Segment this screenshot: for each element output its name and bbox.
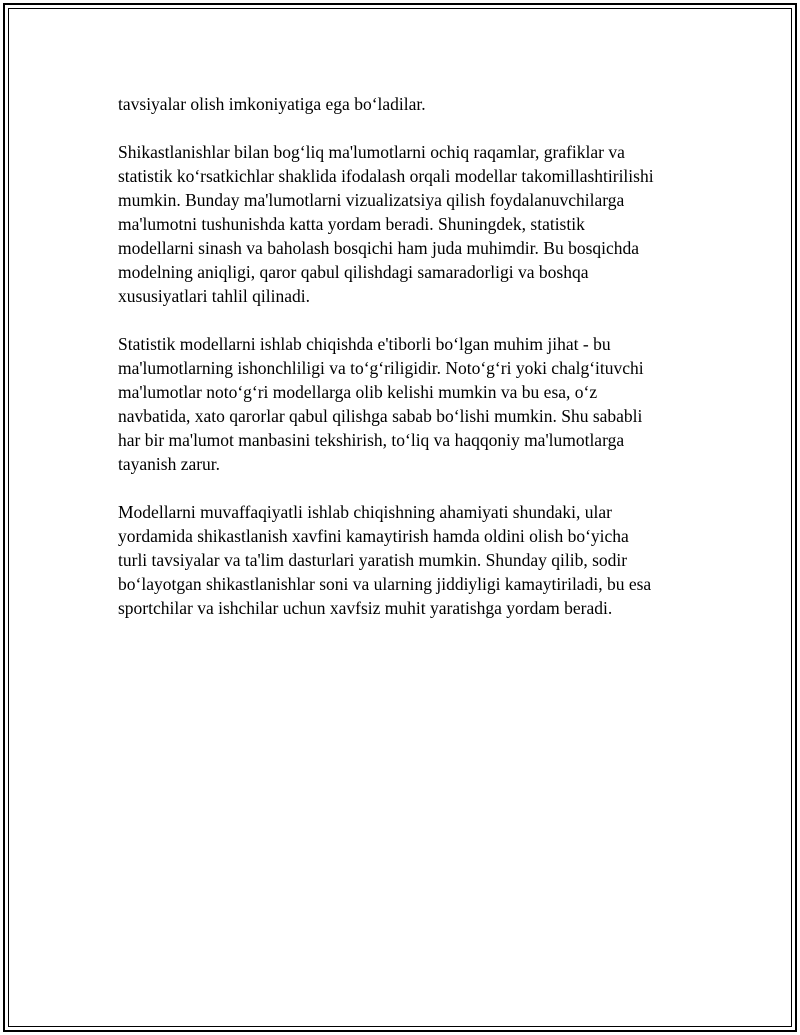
text-line: tayanish zarur.: [118, 454, 221, 474]
text-line: har bir ma'lumot manbasini tekshirish, to‘liq va haqqoniy ma'lumotlarga: [118, 430, 625, 450]
text-line: ma'lumotni tushunishda katta yordam beradi. Shuningdek, statistik: [118, 214, 585, 234]
text-line: ma'lumotlar noto‘g‘ri modellarga olib kelishi mumkin va bu esa, o‘z: [118, 382, 598, 402]
text-line: modelning aniqligi, qaror qabul qilishdagi samaradorligi va boshqa: [118, 262, 589, 282]
text-line: bo‘layotgan shikastlanishlar soni va ularning jiddiyligi kamaytiriladi, bu esa: [118, 574, 652, 594]
document-body: [118, 92, 698, 644]
text-line: Modellarni muvaffaqiyatli ishlab chiqishning ahamiyati shundaki, ular: [118, 502, 612, 522]
text-line: mumkin. Bunday ma'lumotlarni vizualizatsiya qilish foydalanuvchilarga: [118, 190, 625, 210]
text-line: sportchilar va ishchilar uchun xavfsiz muhit yaratishga yordam beradi.: [118, 598, 613, 618]
text-line: yordamida shikastlanish xavfini kamaytirish hamda oldini olish bo‘yicha: [118, 526, 629, 546]
paragraph-2: [118, 140, 698, 308]
text-line: turli tavsiyalar va ta'lim dasturlari yaratish mumkin. Shunday qilib, sodir: [118, 550, 628, 570]
text-line: Shikastlanishlar bilan bog‘liq ma'lumotlarni ochiq raqamlar, grafiklar va: [118, 142, 625, 162]
text-line: navbatida, xato qarorlar qabul qilishga sabab bo‘lishi mumkin. Shu sababli: [118, 406, 643, 426]
text-line: Statistik modellarni ishlab chiqishda e'tiborli bo‘lgan muhim jihat - bu: [118, 334, 611, 354]
text-line: tavsiyalar olish imkoniyatiga ega bo‘ladilar.: [118, 94, 426, 114]
text-line: statistik ko‘rsatkichlar shaklida ifodalash orqali modellar takomillashtirilishi: [118, 166, 654, 186]
text-line: ma'lumotlarning ishonchliligi va to‘g‘riligidir. Noto‘g‘ri yoki chalg‘ituvchi: [118, 358, 644, 378]
paragraph-4: [118, 500, 698, 620]
text-line: modellarni sinash va baholash bosqichi ham juda muhimdir. Bu bosqichda: [118, 238, 640, 258]
paragraph-3: [118, 332, 698, 476]
text-line: xususiyatlari tahlil qilinadi.: [118, 286, 310, 306]
paragraph-1: [118, 92, 698, 116]
